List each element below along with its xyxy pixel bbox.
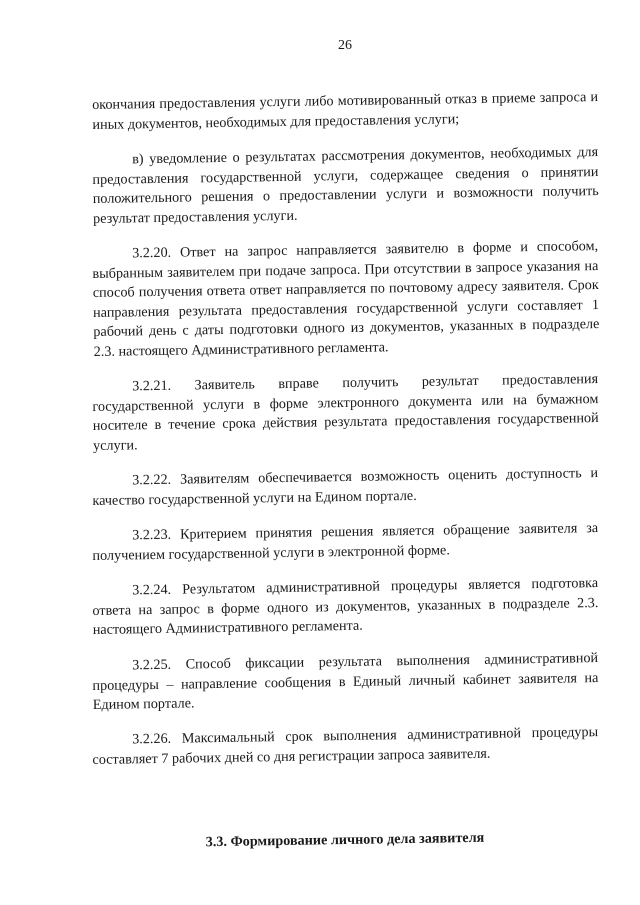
- paragraph-continuation: окончания предоставления услуги либо мотивированный отказ в приеме запроса и иных документов, необходимых для предоставления услуги;: [92, 89, 599, 133]
- paragraph-3-2-26: 3.2.26. Максимальный срок выполнения административной процедуры составляет 7 рабочих дней со дня регистрации запроса заявителя.: [92, 724, 599, 768]
- paragraph-3-2-25: 3.2.25. Способ фиксации результата выполнения административной процедуры – направление сообщения в Единый личный кабинет заявителя на Едином портале.: [92, 649, 599, 713]
- paragraph-3-2-23: 3.2.23. Критерием принятия решения является обращение заявителя за получением государственной услуги в электронной форме.: [92, 520, 599, 564]
- paragraph-3-2-24: 3.2.24. Результатом административной процедуры является подготовка ответа на запрос в форме одного из документов, указанных в подразделе 2.3. настоящего Административного регламента.: [92, 575, 599, 638]
- paragraph-3-2-22: 3.2.22. Заявителям обеспечивается возможность оценить доступность и качество государственной услуги на Едином портале.: [92, 465, 599, 509]
- paragraph-3-2-21: 3.2.21. Заявитель вправе получить результат предоставления государственной услуги в форме электронного документа или на бумажном носителе в течение срока действия результата предоставления государственной услуги.: [92, 371, 599, 454]
- paragraph-item-v: в) уведомление о результатах рассмотрения документов, необходимых для предоставления государственной услуги, содержащее сведения о принятии положительного решения о предоставлении услуги и возможности получить результат предоставления услуги.: [92, 144, 599, 227]
- paragraph-3-2-20: 3.2.20. Ответ на запрос направляется заявителю в форме и способом, выбранным заявителем при подаче запроса. При отсутствии в запросе указания на способ получения ответа ответ направляется по почтовому адресу заявителя. Срок направления результата предоставления государственной услуги составляет 1 рабочий день с даты подготовки одного из документов, указанных в подразделе 2.3. настоящего Административного регламента.: [92, 238, 600, 360]
- page-number: 26: [338, 38, 352, 53]
- section-heading: 3.3. Формирование личного дела заявителя: [205, 829, 485, 851]
